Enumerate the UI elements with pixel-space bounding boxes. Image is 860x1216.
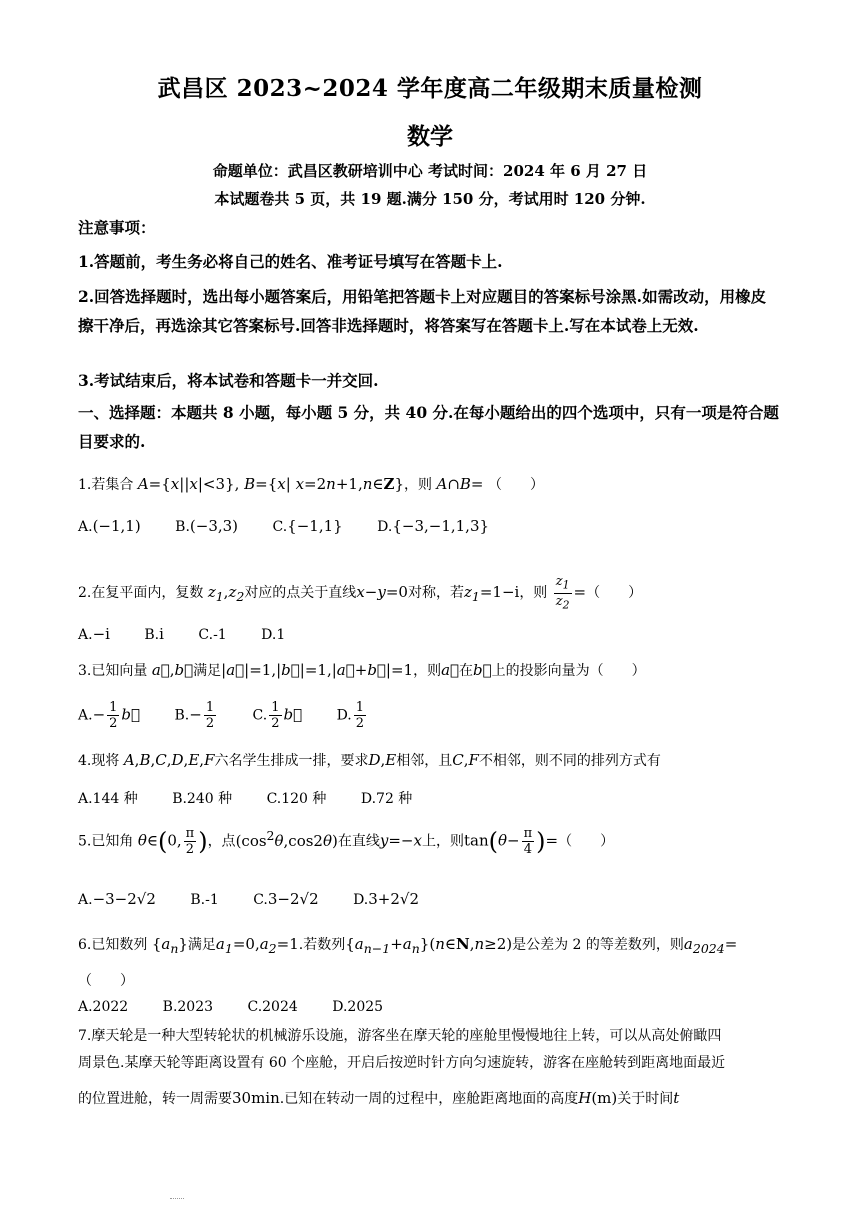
q4-option-d[interactable]: D.72 种	[360, 791, 413, 807]
notes-heading: 注意事项：	[78, 218, 156, 237]
question-6: 6.已知数列 $\{a_n\}$满足$a_1=0,a_2=1$.若数列$\{a_{n-1}+a_n\}(n\in N,n\ge 2)$是公差为 2 的等差数列，则$a_{2024}=$	[78, 935, 738, 956]
q4-option-a[interactable]: A.144 种	[78, 791, 138, 807]
exam-subject: 数学	[407, 123, 453, 150]
question-7-line-1: 7.摩天轮是一种大型转轮状的机械游乐设施，游客坐在摩天轮的座舱里慢慢地往上转，可以从高处俯瞰四	[78, 1028, 722, 1044]
q4-options	[78, 788, 442, 808]
note-item-1: 1.答题前，考生务必将自己的姓名、准考证号填写在答题卡上.	[78, 252, 503, 271]
q6-option-a[interactable]: A.2022	[78, 999, 129, 1015]
question-4: 4.现将 A,B,C,D,E,F六名学生排成一排，要求D,E相邻，且C,F不相邻，则不同的排列方式有	[78, 751, 661, 769]
q4-option-b[interactable]: B.240 种	[172, 791, 233, 807]
q5-option-c[interactable]: C.3−2√2	[253, 890, 319, 908]
exam-title: 武昌区 2023~2024 学年度高二年级期末质量检测	[157, 75, 703, 102]
q5-option-a[interactable]: A.−3−2√2	[78, 890, 156, 908]
q3-option-d[interactable]: D. $\frac{1}{2}$	[336, 700, 365, 731]
note-item-2: 2.回答选择题时，选出每小题答案后，用铅笔把答题卡上对应题目的答案标号涂黑.如需改动，用橡皮擦干净后，再选涂其它答案标号.回答非选择题时，将答案写在答题卡上.写在本试卷上无效.	[78, 287, 767, 335]
q6-options	[78, 999, 413, 1015]
q5-options	[78, 890, 449, 908]
question-2: 2.在复平面内，复数 $z_1,z_2$对应的点关于直线x−y=0对称，若$z_1=1-i$，则 $\frac{z_1}{z_2}$ =（ ）	[78, 574, 643, 612]
section-1-heading: 一、选择题：本题共 8 小题，每小题 5 分，共 40 分.在每小题给出的四个选项中，只有一项是符合题目要求的.	[78, 403, 779, 451]
q3-options	[78, 700, 398, 731]
q1-set-a: A={x||x|<3}, B={x| x=2n+1,n∈Z}	[137, 475, 405, 493]
q2-option-a[interactable]: A.−i	[78, 625, 110, 643]
q6-blank: （ ）	[78, 973, 134, 989]
question-3: 3.已知向量 a⃗,b⃗满足|a⃗|=1,|b⃗|=1,|a⃗+b⃗|=1，则a⃗在b⃗上的投影向量为（ ）	[78, 661, 646, 679]
q1-option-d[interactable]: D.{−3,−1,1,3}	[377, 517, 490, 535]
q3-option-b[interactable]: B.− $\frac{1}{2}$	[174, 700, 215, 731]
q6-option-d[interactable]: D.2025	[332, 999, 384, 1015]
note-item-3: 3.考试结束后，将本试卷和答题卡一并交回.	[78, 371, 379, 390]
exam-scope-line: 本试题卷共 5 页，共 19 题.满分 150 分，考试用时 120 分钟.	[214, 190, 646, 208]
q3-option-a[interactable]: A.− $\frac{1}{2}$ b⃗	[78, 700, 141, 731]
q5-option-b[interactable]: B.-1	[190, 892, 219, 908]
question-1: 1.若集合 A={x||x|<3}, B={x| x=2n+1,n∈Z}，则 A∩B= （ ）	[78, 475, 544, 493]
exam-info-line: 命题单位：武昌区教研培训中心 考试时间：2024 年 6 月 27 日	[212, 162, 648, 180]
q6-option-b[interactable]: B.2023	[162, 999, 214, 1015]
q3-option-c[interactable]: C. $\frac{1}{2}$ b⃗	[252, 700, 303, 731]
q2-option-c[interactable]: C.-1	[198, 627, 227, 643]
q1-option-b[interactable]: B.(−3,3)	[175, 517, 239, 535]
q2-option-b[interactable]: B.i	[144, 625, 164, 643]
question-5: 5.已知角 θ∈(0, $\frac{\pi}{2}$ )，点$(\cos^2\theta,\cos 2\theta)$在直线y=−x上，则tan(θ− $\frac{\pi}{4}$ )=（ ）	[78, 826, 615, 857]
q5-option-d[interactable]: D.3+2√2	[353, 890, 420, 908]
question-7-line-3: 的位置进舱，转一周需要30min.已知在转动一周的过程中，座舱距离地面的高度H(m)关于时间t	[78, 1089, 680, 1107]
question-7-line-2: 周景色.某摩天轮等距离设置有 60 个座舱，开启后按逆时针方向匀速旋转，游客在座舱转到距离地面最近	[78, 1055, 726, 1071]
q1-option-a[interactable]: A.(−1,1)	[78, 517, 141, 535]
q2-option-d[interactable]: D.1	[261, 627, 286, 643]
q4-option-c[interactable]: C.120 种	[266, 791, 327, 807]
footer-mark	[170, 1198, 184, 1200]
q6-option-c[interactable]: C.2024	[247, 999, 298, 1015]
q1-option-c[interactable]: C.{−1,1}	[272, 517, 343, 535]
q2-options	[78, 625, 315, 643]
q1-options	[78, 517, 519, 535]
